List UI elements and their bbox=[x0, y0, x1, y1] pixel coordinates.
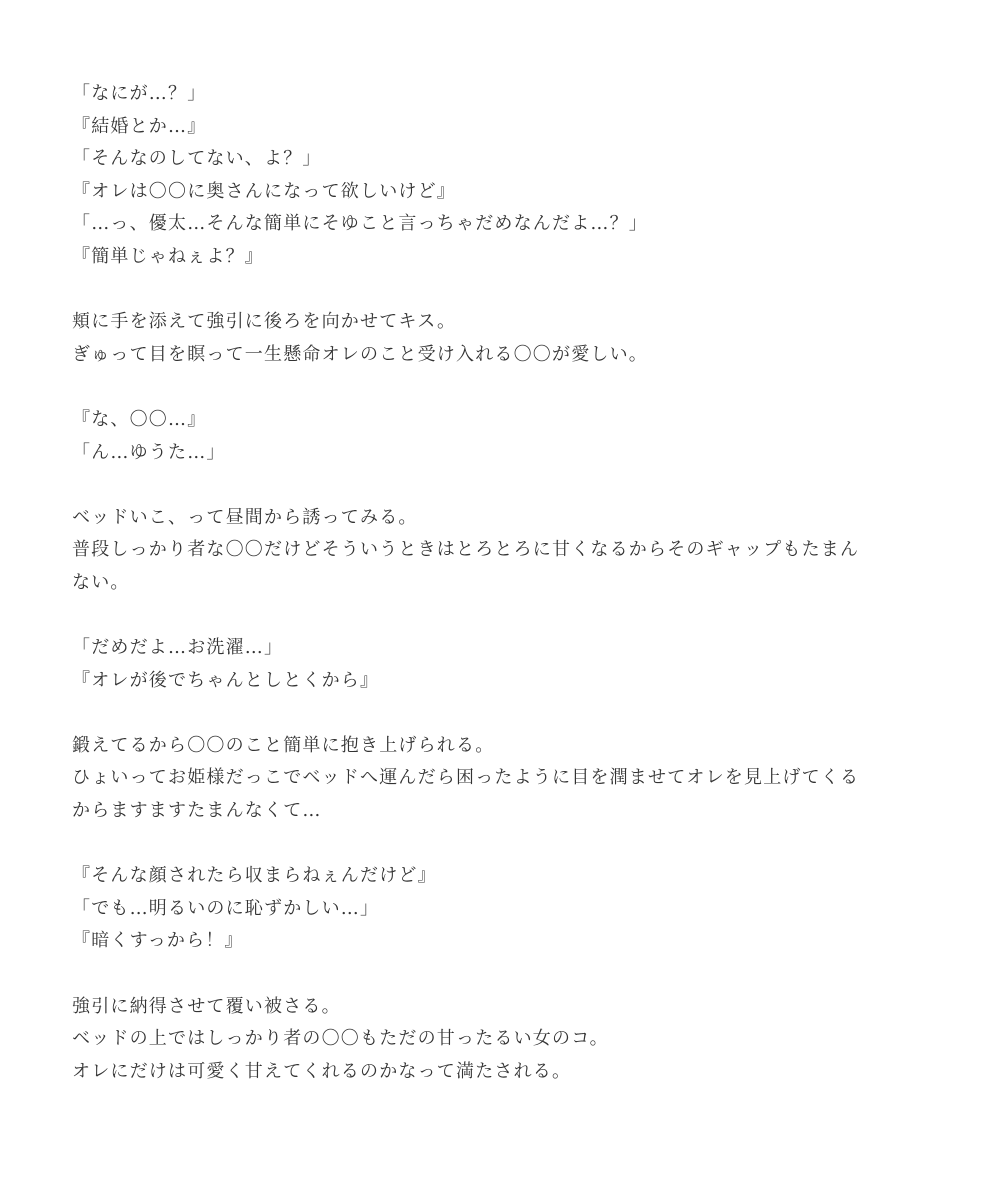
text-line: 『暗くすっから！』 bbox=[72, 930, 244, 952]
blank-line bbox=[72, 371, 862, 404]
text-line: 「…っ、優太…そんな簡単にそゆこと言っちゃだめなんだよ…？」 bbox=[72, 213, 648, 235]
text-line: 『簡単じゃねぇよ？』 bbox=[72, 245, 264, 267]
blank-line bbox=[72, 469, 862, 502]
text-line: 鍛えてるから〇〇のこと簡単に抱き上げられる。 bbox=[72, 734, 495, 756]
blank-line bbox=[72, 828, 862, 861]
text-line: ぎゅって目を瞑って一生懸命オレのこと受け入れる〇〇が愛しい。 bbox=[72, 343, 648, 365]
text-line: ベッドの上ではしっかり者の〇〇もただの甘ったるい女のコ。 bbox=[72, 1028, 609, 1050]
text-line: 「だめだよ…お洗濯…」 bbox=[72, 637, 284, 659]
text-line: 『結婚とか…』 bbox=[72, 115, 207, 137]
text-line: ない。 bbox=[72, 571, 130, 593]
text-line: 『そんな顔されたら収まらねぇんだけど』 bbox=[72, 865, 437, 887]
text-line: 『オレは〇〇に奥さんになって欲しいけど』 bbox=[72, 180, 456, 202]
blank-line bbox=[72, 274, 862, 307]
blank-line bbox=[72, 697, 862, 730]
text-line: ひょいってお姫様だっこでベッドへ運んだら困ったように目を潤ませてオレを見上げてくる bbox=[72, 767, 860, 789]
text-line: 頬に手を添えて強引に後ろを向かせてキス。 bbox=[72, 311, 457, 333]
blank-line bbox=[72, 958, 862, 991]
text-line: 「ん…ゆうた…」 bbox=[72, 441, 226, 463]
story-text bbox=[72, 78, 862, 1088]
text-line: 「そんなのしてない、よ？」 bbox=[72, 148, 322, 170]
text-line: 普段しっかり者な〇〇だけどそういうときはとろとろに甘くなるからそのギャップもたまん bbox=[72, 539, 860, 561]
text-line: 『な、〇〇…』 bbox=[72, 408, 207, 430]
text-line: 「でも…明るいのに恥ずかしい…」 bbox=[72, 897, 380, 919]
text-line: 強引に納得させて覆い被さる。 bbox=[72, 995, 341, 1017]
blank-line bbox=[72, 600, 862, 633]
text-line: オレにだけは可愛く甘えてくれるのかなって満たされる。 bbox=[72, 1060, 572, 1082]
text-line: 『オレが後でちゃんとしとくから』 bbox=[72, 669, 380, 691]
text-line: 「なにが…？」 bbox=[72, 83, 207, 104]
text-line: からますますたまんなくて… bbox=[72, 800, 322, 822]
text-line: ベッドいこ、って昼間から誘ってみる。 bbox=[72, 506, 418, 528]
